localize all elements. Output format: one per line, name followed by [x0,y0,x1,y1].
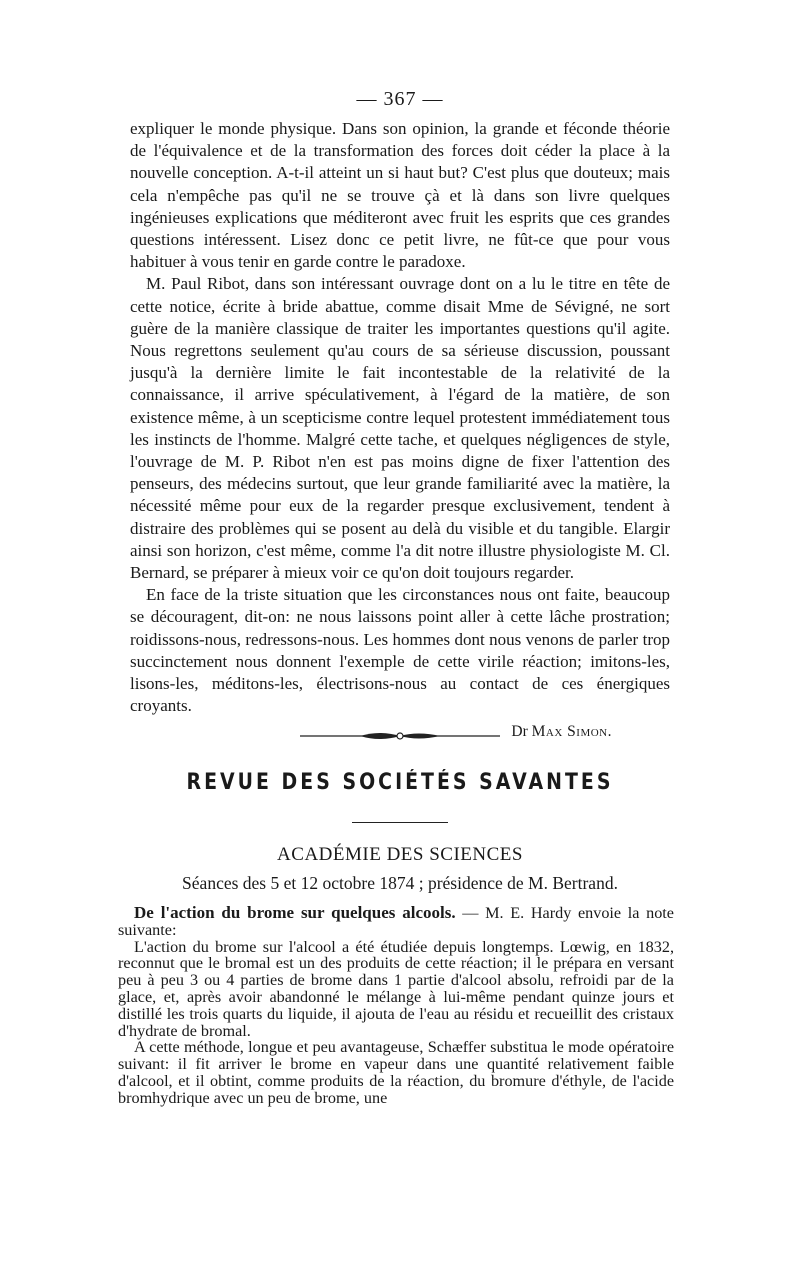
section-title: REVUE DES SOCIÉTÉS SAVANTES [186,770,614,795]
session-line: Séances des 5 et 12 octobre 1874 ; présidence de M. Bertrand. [182,873,618,893]
title-rule [352,822,448,823]
paragraph: A cette méthode, longue et peu avantageuse, Schæffer substitua le mode opératoire suivant: il fit arriver le brome en vapeur dans une quantité relativement faible d'alcool, et il obtint, comme produits de la réaction, du bromure d'éthyle, de l'acide bromhydrique avec un peu de brome, une [118,1038,674,1107]
ornament-divider [300,728,500,744]
article-title: De l'action du brome sur quelques alcools. [134,903,456,922]
paragraph: expliquer le monde physique. Dans son opinion, la grande et féconde théorie de l'équivalence et de la transformation des forces doit céder la place à la nouvelle conception. A-t-il atteint un si haut but? C'est plus que douteux; mais cela n'empêche pas qu'il ne se trouve çà et là dans son livre quelques ingénieuses explications que méditeront avec fruit les esprits que ces grandes questions intéressent. Lisez donc ce petit livre, ne fût-ce que pour vous habituer à vous tenir en garde contre le paradoxe. [130,119,670,272]
signature-title: Dr [511,723,528,741]
review-continuation [130,118,670,744]
page-number: — 367 — [356,88,444,110]
paragraph: En face de la triste situation que les circonstances nous ont faite, beaucoup se découragent, dit-on: ne nous laissons point aller à cette lâche prostration; roidissons-nous, redressons-nous. Les hommes dont nous venons de parler trop succinctement nous donnent l'exemple de cette virile réaction; imitons-les, lisons-les, méditons-les, électrisons-nous au contact de ces énergiques croyants. [130,585,670,716]
paragraph: M. Paul Ribot, dans son intéressant ouvrage dont on a lu le titre en tête de cette notice, écrite à bride abattue, comme disait Mme de Sévigné, ne sort guère de la manière classique de traiter les importantes questions qu'il agite. Nous regrettons seulement qu'au cours de sa sérieuse discussion, poussant jusqu'à la dernière limite le fait incontestable de la relativité de la connaissance, il arrive spéculativement, à l'égard de la matière, de son existence même, à un scepticisme contre lequel protestent immédiatement tous les instincts de l'homme. Malgré cette tache, et quelques négligences de style, l'ouvrage de M. P. Ribot n'en est pas moins digne de fixer l'attention des penseurs, des médecins surtout, que leur grande familiarité avec la matière, la nécessité même pour eux de la regarder presque exclusivement, tendent à distraire des problèmes qui se posent au delà du visible et du tangible. Elargir ainsi son horizon, c'est même, comme l'a dit notre illustre physiologiste M. Cl. Bernard, se préparer à mieux voir ce qu'on doit toujours regarder. [130,274,670,583]
academy-heading: ACADÉMIE DES SCIENCES [277,844,523,865]
signature-name: Max Simon. [531,723,612,741]
article-lead [118,905,674,939]
article [118,905,674,1107]
paragraph: L'action du brome sur l'alcool a été étudiée depuis longtemps. Lœwig, en 1832, reconnut que le bromal est un des produits de cette réaction; il le prépara en versant peu à peu 3 ou 4 parties de brome dans 1 partie d'alcool absolu, refroidi par de la glace, et, après avoir abandonné le mélange à lui-même pendant quinze jours et distillé les trois quarts du liquide, il ajouta de l'eau au résidu et recueillit des cristaux d'hydrate de bromal. [118,937,674,1040]
article-intro: — M. E. Hardy envoie la note suivante: [118,904,674,939]
